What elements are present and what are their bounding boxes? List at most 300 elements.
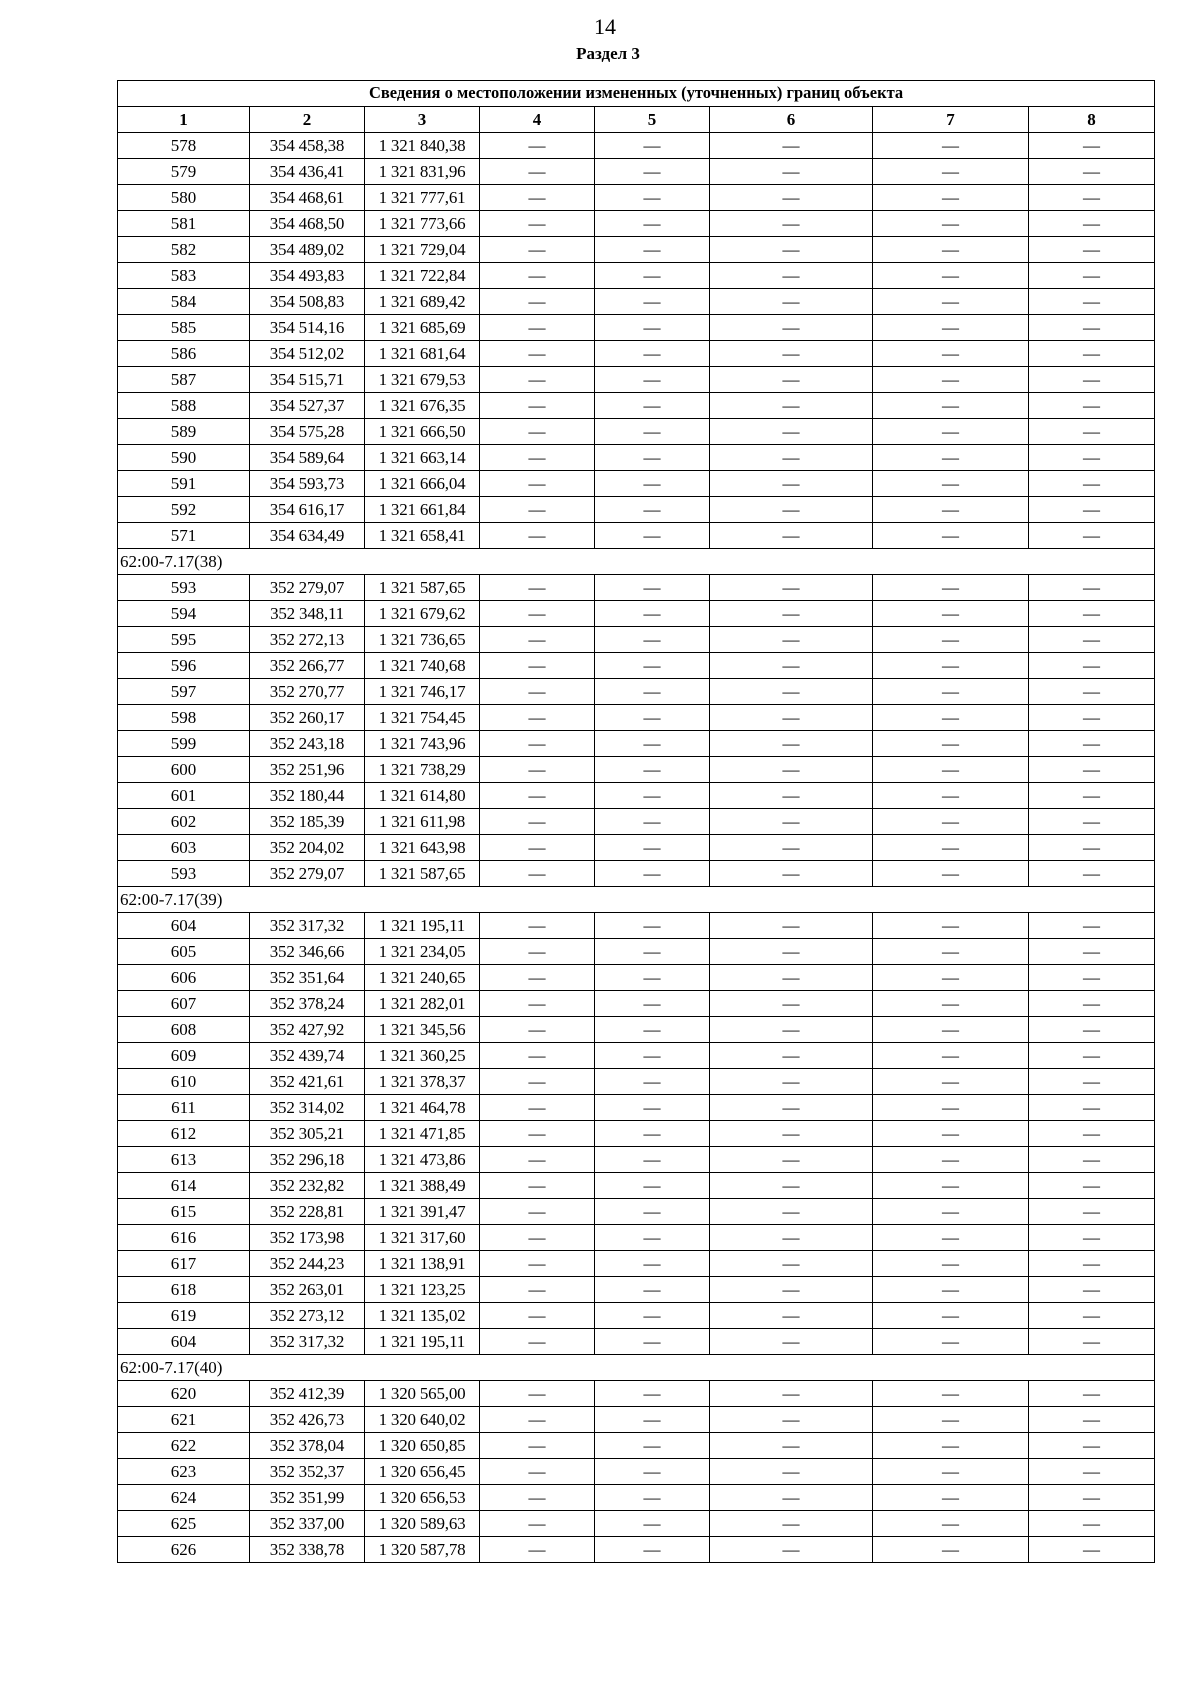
dash-cell: — [595, 1537, 710, 1563]
dash-cell: — [480, 783, 595, 809]
dash-cell: — [710, 1043, 873, 1069]
x-coordinate-cell: 352 279,07 [250, 861, 365, 887]
x-coordinate-cell: 352 263,01 [250, 1277, 365, 1303]
dash-cell: — [595, 835, 710, 861]
dash-cell: — [710, 367, 873, 393]
x-coordinate-cell: 354 514,16 [250, 315, 365, 341]
column-header: 2 [250, 107, 365, 133]
point-number-cell: 604 [118, 913, 250, 939]
dash-cell: — [873, 913, 1029, 939]
dash-cell: — [873, 1251, 1029, 1277]
y-coordinate-cell: 1 321 464,78 [365, 1095, 480, 1121]
dash-cell: — [873, 1121, 1029, 1147]
dash-cell: — [873, 133, 1029, 159]
dash-cell: — [873, 1537, 1029, 1563]
table-row [118, 965, 1155, 991]
dash-cell: — [1029, 133, 1155, 159]
point-number-cell: 593 [118, 575, 250, 601]
point-number-cell: 615 [118, 1199, 250, 1225]
point-number-cell: 591 [118, 471, 250, 497]
y-coordinate-cell: 1 321 689,42 [365, 289, 480, 315]
dash-cell: — [710, 653, 873, 679]
dash-cell: — [595, 289, 710, 315]
group-label: 62:00-7.17(39) [118, 887, 1155, 913]
point-number-cell: 571 [118, 523, 250, 549]
table-row [118, 159, 1155, 185]
y-coordinate-cell: 1 321 738,29 [365, 757, 480, 783]
dash-cell: — [480, 1485, 595, 1511]
dash-cell: — [595, 965, 710, 991]
dash-cell: — [873, 341, 1029, 367]
x-coordinate-cell: 352 317,32 [250, 913, 365, 939]
dash-cell: — [480, 419, 595, 445]
dash-cell: — [595, 315, 710, 341]
dash-cell: — [480, 1173, 595, 1199]
point-number-cell: 595 [118, 627, 250, 653]
dash-cell: — [595, 1511, 710, 1537]
point-number-cell: 610 [118, 1069, 250, 1095]
x-coordinate-cell: 354 589,64 [250, 445, 365, 471]
dash-cell: — [480, 757, 595, 783]
column-header: 4 [480, 107, 595, 133]
table-row [118, 705, 1155, 731]
dash-cell: — [873, 1485, 1029, 1511]
dash-cell: — [873, 1407, 1029, 1433]
dash-cell: — [873, 1329, 1029, 1355]
point-number-cell: 596 [118, 653, 250, 679]
point-number-cell: 578 [118, 133, 250, 159]
y-coordinate-cell: 1 321 736,65 [365, 627, 480, 653]
dash-cell: — [873, 731, 1029, 757]
dash-cell: — [873, 445, 1029, 471]
group-row [118, 887, 1155, 913]
table-row [118, 1277, 1155, 1303]
y-coordinate-cell: 1 321 360,25 [365, 1043, 480, 1069]
dash-cell: — [710, 835, 873, 861]
dash-cell: — [873, 1199, 1029, 1225]
dash-cell: — [873, 393, 1029, 419]
dash-cell: — [595, 1329, 710, 1355]
table-row [118, 601, 1155, 627]
dash-cell: — [710, 627, 873, 653]
dash-cell: — [480, 1303, 595, 1329]
dash-cell: — [710, 1069, 873, 1095]
dash-cell: — [595, 809, 710, 835]
dash-cell: — [1029, 1043, 1155, 1069]
x-coordinate-cell: 352 314,02 [250, 1095, 365, 1121]
dash-cell: — [480, 653, 595, 679]
dash-cell: — [1029, 1407, 1155, 1433]
dash-cell: — [710, 705, 873, 731]
table-row [118, 1017, 1155, 1043]
table-row [118, 783, 1155, 809]
dash-cell: — [710, 237, 873, 263]
dash-cell: — [710, 133, 873, 159]
point-number-cell: 603 [118, 835, 250, 861]
dash-cell: — [1029, 939, 1155, 965]
dash-cell: — [873, 575, 1029, 601]
dash-cell: — [595, 1147, 710, 1173]
dash-cell: — [873, 679, 1029, 705]
y-coordinate-cell: 1 321 743,96 [365, 731, 480, 757]
point-number-cell: 609 [118, 1043, 250, 1069]
point-number-cell: 608 [118, 1017, 250, 1043]
x-coordinate-cell: 352 173,98 [250, 1225, 365, 1251]
table-row [118, 835, 1155, 861]
y-coordinate-cell: 1 321 317,60 [365, 1225, 480, 1251]
dash-cell: — [595, 575, 710, 601]
dash-cell: — [595, 653, 710, 679]
dash-cell: — [710, 1225, 873, 1251]
y-coordinate-cell: 1 321 666,04 [365, 471, 480, 497]
dash-cell: — [1029, 1537, 1155, 1563]
dash-cell: — [873, 627, 1029, 653]
dash-cell: — [595, 783, 710, 809]
dash-cell: — [710, 1537, 873, 1563]
point-number-cell: 604 [118, 1329, 250, 1355]
group-label: 62:00-7.17(40) [118, 1355, 1155, 1381]
point-number-cell: 606 [118, 965, 250, 991]
dash-cell: — [873, 861, 1029, 887]
y-coordinate-cell: 1 321 777,61 [365, 185, 480, 211]
x-coordinate-cell: 352 337,00 [250, 1511, 365, 1537]
x-coordinate-cell: 352 260,17 [250, 705, 365, 731]
column-header: 1 [118, 107, 250, 133]
table-row [118, 1069, 1155, 1095]
y-coordinate-cell: 1 320 650,85 [365, 1433, 480, 1459]
dash-cell: — [1029, 185, 1155, 211]
table-row [118, 367, 1155, 393]
boundary-coordinates-table [117, 80, 1155, 1563]
table-row [118, 1329, 1155, 1355]
point-number-cell: 618 [118, 1277, 250, 1303]
dash-cell: — [595, 757, 710, 783]
dash-cell: — [480, 731, 595, 757]
dash-cell: — [710, 809, 873, 835]
dash-cell: — [480, 133, 595, 159]
dash-cell: — [595, 627, 710, 653]
point-number-cell: 593 [118, 861, 250, 887]
table-row [118, 1381, 1155, 1407]
dash-cell: — [873, 1459, 1029, 1485]
dash-cell: — [873, 1277, 1029, 1303]
dash-cell: — [480, 1277, 595, 1303]
dash-cell: — [710, 1407, 873, 1433]
dash-cell: — [480, 1095, 595, 1121]
dash-cell: — [595, 1381, 710, 1407]
dash-cell: — [1029, 627, 1155, 653]
dash-cell: — [595, 1017, 710, 1043]
dash-cell: — [1029, 367, 1155, 393]
dash-cell: — [480, 835, 595, 861]
y-coordinate-cell: 1 320 587,78 [365, 1537, 480, 1563]
x-coordinate-cell: 352 180,44 [250, 783, 365, 809]
x-coordinate-cell: 352 351,99 [250, 1485, 365, 1511]
x-coordinate-cell: 354 458,38 [250, 133, 365, 159]
dash-cell: — [710, 1121, 873, 1147]
y-coordinate-cell: 1 321 614,80 [365, 783, 480, 809]
dash-cell: — [480, 185, 595, 211]
point-number-cell: 625 [118, 1511, 250, 1537]
dash-cell: — [480, 1069, 595, 1095]
y-coordinate-cell: 1 321 740,68 [365, 653, 480, 679]
dash-cell: — [480, 289, 595, 315]
y-coordinate-cell: 1 321 722,84 [365, 263, 480, 289]
dash-cell: — [710, 783, 873, 809]
table-row [118, 939, 1155, 965]
dash-cell: — [873, 835, 1029, 861]
table-row [118, 991, 1155, 1017]
table-row [118, 653, 1155, 679]
point-number-cell: 579 [118, 159, 250, 185]
point-number-cell: 585 [118, 315, 250, 341]
dash-cell: — [1029, 1095, 1155, 1121]
x-coordinate-cell: 354 575,28 [250, 419, 365, 445]
point-number-cell: 598 [118, 705, 250, 731]
x-coordinate-cell: 352 204,02 [250, 835, 365, 861]
dash-cell: — [595, 1225, 710, 1251]
dash-cell: — [595, 1459, 710, 1485]
dash-cell: — [1029, 1199, 1155, 1225]
dash-cell: — [595, 445, 710, 471]
y-coordinate-cell: 1 321 123,25 [365, 1277, 480, 1303]
table-row [118, 575, 1155, 601]
dash-cell: — [595, 471, 710, 497]
dash-cell: — [595, 523, 710, 549]
dash-cell: — [480, 705, 595, 731]
dash-cell: — [1029, 1225, 1155, 1251]
point-number-cell: 586 [118, 341, 250, 367]
dash-cell: — [1029, 1069, 1155, 1095]
dash-cell: — [873, 757, 1029, 783]
dash-cell: — [1029, 1511, 1155, 1537]
point-number-cell: 584 [118, 289, 250, 315]
point-number-cell: 621 [118, 1407, 250, 1433]
table-row [118, 497, 1155, 523]
dash-cell: — [1029, 965, 1155, 991]
dash-cell: — [710, 1511, 873, 1537]
y-coordinate-cell: 1 321 658,41 [365, 523, 480, 549]
dash-cell: — [873, 419, 1029, 445]
point-number-cell: 613 [118, 1147, 250, 1173]
table-row [118, 523, 1155, 549]
y-coordinate-cell: 1 321 587,65 [365, 861, 480, 887]
dash-cell: — [1029, 1459, 1155, 1485]
y-coordinate-cell: 1 320 565,00 [365, 1381, 480, 1407]
dash-cell: — [873, 367, 1029, 393]
point-number-cell: 588 [118, 393, 250, 419]
point-number-cell: 592 [118, 497, 250, 523]
table-row [118, 445, 1155, 471]
dash-cell: — [1029, 757, 1155, 783]
table-row [118, 1199, 1155, 1225]
page-number: 14 [594, 14, 616, 39]
dash-cell: — [1029, 471, 1155, 497]
dash-cell: — [710, 211, 873, 237]
dash-cell: — [710, 1381, 873, 1407]
x-coordinate-cell: 354 593,73 [250, 471, 365, 497]
dash-cell: — [710, 861, 873, 887]
dash-cell: — [1029, 679, 1155, 705]
y-coordinate-cell: 1 321 661,84 [365, 497, 480, 523]
y-coordinate-cell: 1 321 391,47 [365, 1199, 480, 1225]
x-coordinate-cell: 354 616,17 [250, 497, 365, 523]
y-coordinate-cell: 1 321 138,91 [365, 1251, 480, 1277]
x-coordinate-cell: 352 421,61 [250, 1069, 365, 1095]
point-number-cell: 611 [118, 1095, 250, 1121]
point-number-cell: 590 [118, 445, 250, 471]
x-coordinate-cell: 352 378,04 [250, 1433, 365, 1459]
dash-cell: — [710, 601, 873, 627]
y-coordinate-cell: 1 321 135,02 [365, 1303, 480, 1329]
dash-cell: — [595, 133, 710, 159]
dash-cell: — [873, 1095, 1029, 1121]
dash-cell: — [1029, 575, 1155, 601]
table-row [118, 757, 1155, 783]
dash-cell: — [710, 1017, 873, 1043]
x-coordinate-cell: 354 527,37 [250, 393, 365, 419]
table-row [118, 237, 1155, 263]
dash-cell: — [480, 1407, 595, 1433]
dash-cell: — [873, 1069, 1029, 1095]
dash-cell: — [480, 991, 595, 1017]
dash-cell: — [873, 159, 1029, 185]
point-number-cell: 617 [118, 1251, 250, 1277]
x-coordinate-cell: 352 351,64 [250, 965, 365, 991]
dash-cell: — [1029, 341, 1155, 367]
x-coordinate-cell: 352 338,78 [250, 1537, 365, 1563]
dash-cell: — [1029, 835, 1155, 861]
dash-cell: — [873, 965, 1029, 991]
dash-cell: — [480, 237, 595, 263]
dash-cell: — [1029, 991, 1155, 1017]
dash-cell: — [480, 393, 595, 419]
dash-cell: — [873, 809, 1029, 835]
dash-cell: — [873, 653, 1029, 679]
dash-cell: — [710, 913, 873, 939]
point-number-cell: 612 [118, 1121, 250, 1147]
dash-cell: — [480, 861, 595, 887]
dash-cell: — [595, 601, 710, 627]
dash-cell: — [480, 1433, 595, 1459]
dash-cell: — [710, 523, 873, 549]
dash-cell: — [873, 1433, 1029, 1459]
dash-cell: — [595, 1407, 710, 1433]
table-row [118, 133, 1155, 159]
point-number-cell: 583 [118, 263, 250, 289]
dash-cell: — [710, 1095, 873, 1121]
dash-cell: — [1029, 1433, 1155, 1459]
dash-cell: — [595, 913, 710, 939]
dash-cell: — [1029, 601, 1155, 627]
dash-cell: — [710, 1199, 873, 1225]
x-coordinate-cell: 352 412,39 [250, 1381, 365, 1407]
dash-cell: — [480, 913, 595, 939]
y-coordinate-cell: 1 321 195,11 [365, 913, 480, 939]
point-number-cell: 624 [118, 1485, 250, 1511]
y-coordinate-cell: 1 320 640,02 [365, 1407, 480, 1433]
dash-cell: — [873, 185, 1029, 211]
dash-cell: — [1029, 1251, 1155, 1277]
table-row [118, 289, 1155, 315]
x-coordinate-cell: 352 317,32 [250, 1329, 365, 1355]
x-coordinate-cell: 352 266,77 [250, 653, 365, 679]
dash-cell: — [480, 1199, 595, 1225]
dash-cell: — [1029, 263, 1155, 289]
y-coordinate-cell: 1 321 388,49 [365, 1173, 480, 1199]
dash-cell: — [595, 211, 710, 237]
dash-cell: — [710, 1433, 873, 1459]
x-coordinate-cell: 354 489,02 [250, 237, 365, 263]
y-coordinate-cell: 1 321 663,14 [365, 445, 480, 471]
dash-cell: — [595, 939, 710, 965]
dash-cell: — [1029, 731, 1155, 757]
y-coordinate-cell: 1 321 345,56 [365, 1017, 480, 1043]
point-number-cell: 614 [118, 1173, 250, 1199]
dash-cell: — [1029, 1147, 1155, 1173]
dash-cell: — [595, 1303, 710, 1329]
dash-cell: — [595, 1199, 710, 1225]
dash-cell: — [480, 1043, 595, 1069]
dash-cell: — [595, 1251, 710, 1277]
table-row [118, 809, 1155, 835]
y-coordinate-cell: 1 320 589,63 [365, 1511, 480, 1537]
dash-cell: — [710, 185, 873, 211]
table-row [118, 627, 1155, 653]
table-row [118, 1121, 1155, 1147]
table-row [118, 1459, 1155, 1485]
y-coordinate-cell: 1 320 656,53 [365, 1485, 480, 1511]
y-coordinate-cell: 1 321 746,17 [365, 679, 480, 705]
dash-cell: — [873, 1303, 1029, 1329]
group-label: 62:00-7.17(38) [118, 549, 1155, 575]
column-header: 3 [365, 107, 480, 133]
point-number-cell: 594 [118, 601, 250, 627]
dash-cell: — [480, 523, 595, 549]
dash-cell: — [873, 471, 1029, 497]
dash-cell: — [710, 419, 873, 445]
point-number-cell: 607 [118, 991, 250, 1017]
dash-cell: — [1029, 523, 1155, 549]
table-row [118, 1225, 1155, 1251]
dash-cell: — [1029, 445, 1155, 471]
dash-cell: — [480, 1121, 595, 1147]
dash-cell: — [1029, 705, 1155, 731]
dash-cell: — [595, 393, 710, 419]
dash-cell: — [480, 341, 595, 367]
x-coordinate-cell: 354 468,61 [250, 185, 365, 211]
dash-cell: — [595, 1069, 710, 1095]
dash-cell: — [710, 575, 873, 601]
y-coordinate-cell: 1 321 473,86 [365, 1147, 480, 1173]
table-row [118, 1173, 1155, 1199]
table-row [118, 471, 1155, 497]
y-coordinate-cell: 1 321 679,62 [365, 601, 480, 627]
dash-cell: — [595, 1433, 710, 1459]
table-row [118, 211, 1155, 237]
x-coordinate-cell: 352 439,74 [250, 1043, 365, 1069]
dash-cell: — [710, 289, 873, 315]
x-coordinate-cell: 352 232,82 [250, 1173, 365, 1199]
dash-cell: — [873, 1225, 1029, 1251]
x-coordinate-cell: 354 634,49 [250, 523, 365, 549]
dash-cell: — [710, 965, 873, 991]
dash-cell: — [710, 1459, 873, 1485]
dash-cell: — [595, 991, 710, 1017]
table-row [118, 315, 1155, 341]
dash-cell: — [710, 445, 873, 471]
point-number-cell: 620 [118, 1381, 250, 1407]
